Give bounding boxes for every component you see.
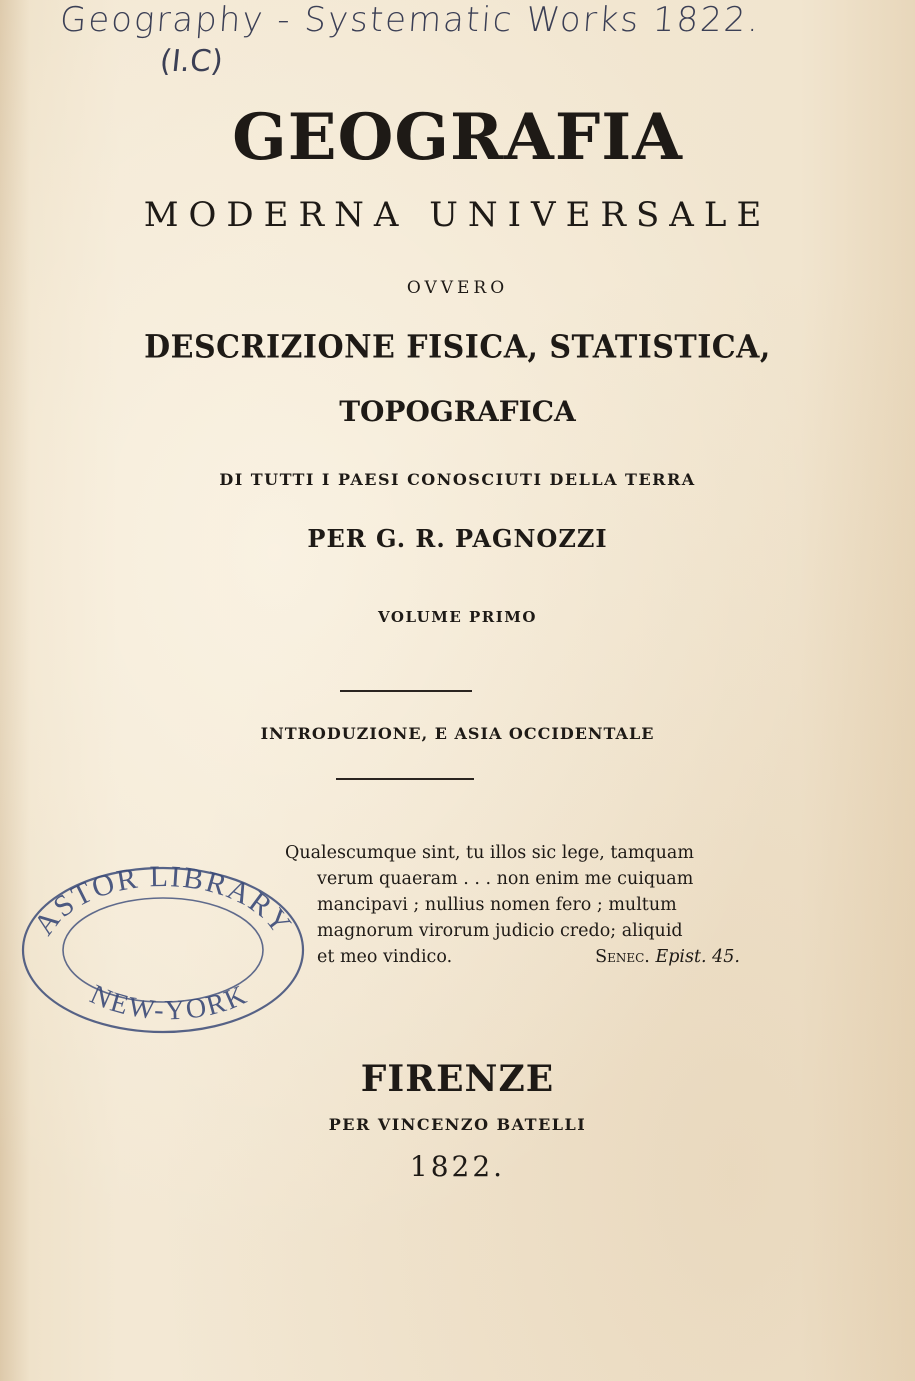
epigraph-source [595,944,740,970]
imprint-year: 1822. [409,1150,506,1183]
svg-text:NEW-YORK [85,979,252,1027]
stamp-top-text: ASTOR LIBRARY [27,859,299,942]
subtitle: MODERNA UNIVERSALE [143,195,772,235]
epigraph-source-author: Senec. [595,947,650,967]
divider-rule-bottom [336,778,474,780]
description-line-2: TOPOGRAFICA [339,395,576,428]
description-line-1: DESCRIZIONE FISICA, STATISTICA, [144,329,771,366]
epigraph-source-work: Epist. 45. [655,947,740,967]
divider-rule-top [340,690,472,692]
handwritten-note: Geography - Systematic Works 1822. [58,0,762,40]
ovvero-line: OVVERO [406,278,509,298]
imprint-printer: PER VINCENZO BATELLI [328,1115,587,1134]
svg-text:ASTOR LIBRARY [27,860,298,941]
epigraph-line-1: Qualescumque sint, tu illos sic lege, tamquam [285,843,694,863]
epigraph-line-3: mancipavi ; nullius nomen fero ; multum [317,895,677,915]
shelfmark-note: (I.C) [158,44,225,79]
epigraph [285,840,740,970]
author-line: PER G. R. PAGNOZZI [307,524,608,553]
epigraph-closing-text: et meo vindico. [317,947,453,967]
epigraph-line-2: verum quaeram . . . non enim me cuiquam [317,869,694,889]
main-title: GEOGRAFIA [232,100,683,175]
epigraph-line-4: magnorum virorum judicio credo; aliquid [317,921,683,941]
library-stamp-icon [18,855,308,1035]
contents-line: INTRODUZIONE, E ASIA OCCIDENTALE [260,724,655,743]
imprint-city: FIRENZE [360,1058,555,1100]
volume-line: VOLUME PRIMO [378,608,537,626]
stamp-bottom-text: NEW-YORK [85,978,253,1027]
epigraph-line-5 [285,944,740,970]
description-line-3: DI TUTTI I PAESI CONOSCIUTI DELLA TERRA [219,470,696,489]
